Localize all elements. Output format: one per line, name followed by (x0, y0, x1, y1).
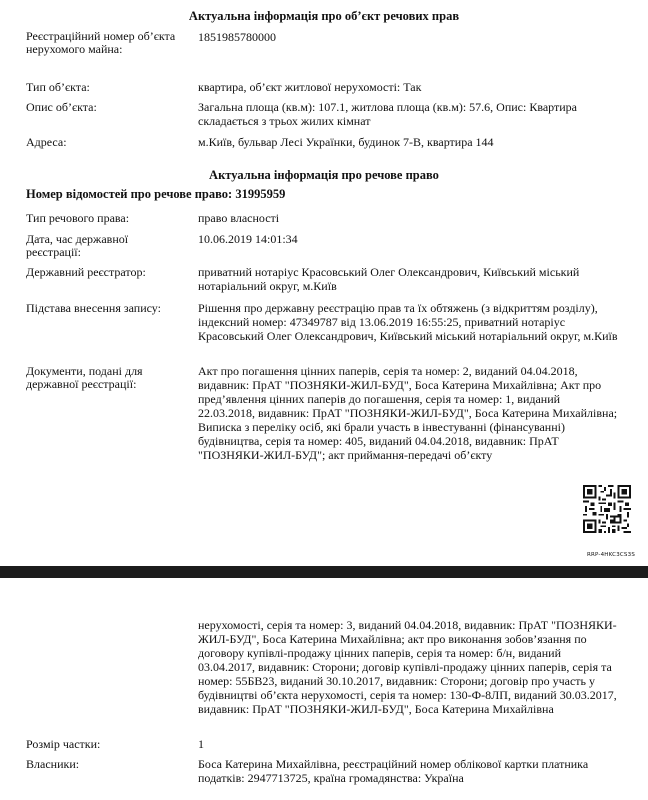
object-info-heading: Актуальна інформація про об’єкт речових прав (188, 9, 460, 23)
registrar-value: приватний нотаріус Красовський Олег Олександрович, Київський міський нотаріальний округ, м.Київ (198, 265, 580, 293)
right-info-heading: Актуальна інформація про речове право (209, 168, 439, 182)
object-type-value: квартира, об’єкт житлової нерухомості: Так (198, 80, 422, 94)
reg-number-label: Реєстраційний номер об’єкта нерухомого майна: (26, 29, 176, 56)
documents-label: Документи, подані для державної реєстрації: (26, 364, 143, 391)
right-type-value: право власності (198, 211, 280, 225)
page-2 (0, 578, 648, 800)
qr-code-text: RRP-4HKC3CS3S (586, 552, 636, 558)
reg-number-value: 1851985780000 (198, 30, 276, 44)
registrar-label: Державний реєстратор: (26, 265, 146, 279)
basis-label: Підстава внесення запису: (26, 301, 161, 315)
documents-value-part1: Акт про погашення цінних паперів, серія та номер: 2, виданий 04.04.2018, видавник: ПрАТ "ПОЗНЯКИ-ЖИЛ-БУД", Боса Катерина Михайлівна; Акт про пред’явлення цінних паперів до погашення, серія та номер: 1, виданий 22.03.2018, видавник: ПрАТ "ПОЗНЯКИ-ЖИЛ-БУД", Боса Катерина Михайлівна; Виписка з переліку осіб, які брали участь в інвестуванні (фінансуванні) будівництва, серія та номер: 405, виданий 04.04.2018, видавник: ПрАТ "ПОЗНЯКИ-ЖИЛ-БУД"; акт приймання-передачі об’єкту (198, 364, 618, 462)
object-type-label: Тип об’єкта: (26, 80, 90, 94)
right-type-label: Тип речового права: (26, 211, 130, 225)
description-label: Опис об’єкта: (26, 100, 97, 114)
record-number: Номер відомостей про речове право: 31995959 (26, 187, 286, 201)
registration-date-value: 10.06.2019 14:01:34 (198, 232, 298, 246)
registration-date-label: Дата, час державної реєстрації: (26, 232, 129, 259)
owners-label: Власники: (26, 757, 80, 771)
owners-value: Боса Катерина Михайлівна, реєстраційний номер облікової картки платника податків: 2947713725, країна громадянства: Україна (198, 757, 589, 785)
address-value: м.Київ, бульвар Лесі Українки, будинок 7-В, квартира 144 (198, 135, 494, 149)
qr-code-icon (583, 485, 631, 533)
share-value: 1 (198, 737, 204, 751)
documents-value-part2: нерухомості, серія та номер: 3, виданий 04.04.2018, видавник: ПрАТ "ПОЗНЯКИ-ЖИЛ-БУД", Боса Катерина Михайлівна; акт про виконання зобов’язання по договору купівлі-продажу цінних паперів, серія та номер: б/н, виданий 03.04.2017, видавник: Сторони; договір купівлі-продажу цінних паперів, серія та номер: 55БВ23, виданий 30.10.2017, видавник: Сторони; договір про участь у будівництві об’єкта нерухомості, серія та номер: 130-Ф-8ЛП, виданий 30.03.2017, видавник: ПрАТ "ПОЗНЯКИ-ЖИЛ-БУД", Боса Катерина Михайлівна (198, 618, 617, 716)
basis-value: Рішення про державну реєстрацію прав та їх обтяжень (з відкриттям розділу), індексний номер: 47349787 від 13.06.2019 16:55:25, приватний нотаріус Красовський Олег Олександрович, Київський міський нотаріальний округ, м.Київ (198, 301, 618, 343)
share-label: Розмір частки: (26, 737, 101, 751)
page-separator (0, 566, 648, 578)
description-value: Загальна площа (кв.м): 107.1, житлова площа (кв.м): 57.6, Опис: Квартира складається з трьох жилих кімнат (198, 100, 578, 128)
address-label: Адреса: (26, 135, 67, 149)
